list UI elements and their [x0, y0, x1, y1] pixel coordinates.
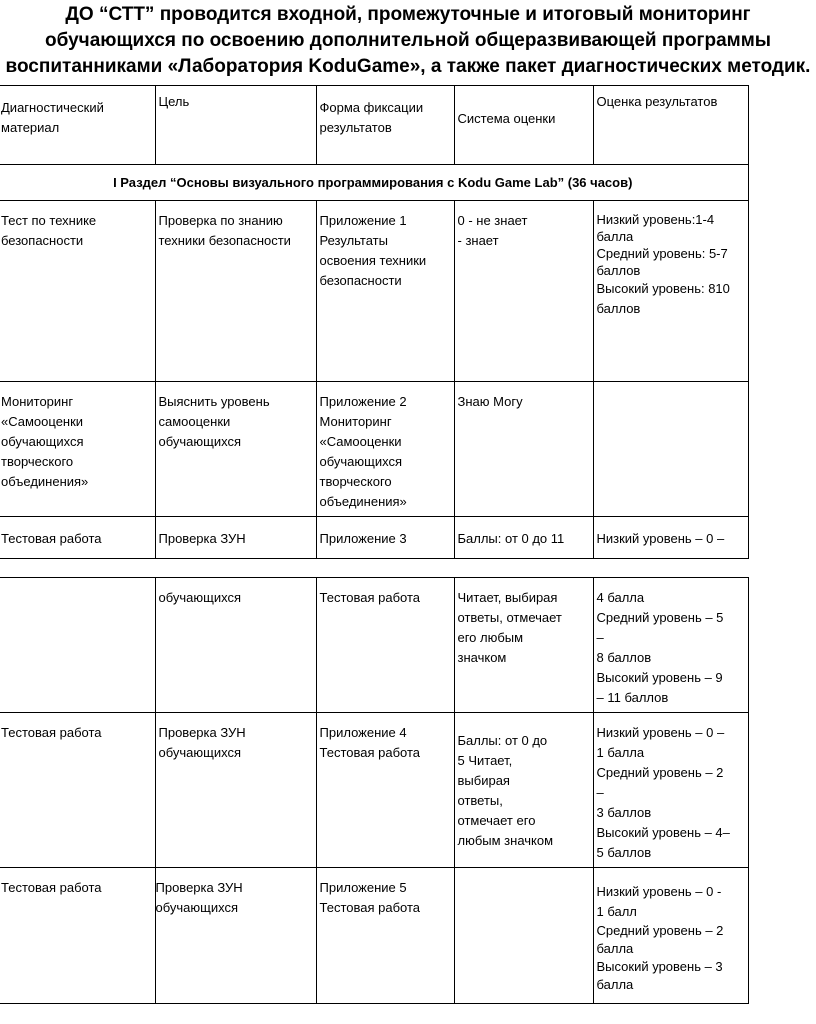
cell-material: Мониторинг «Самооценки обучающихся творческого объединения»	[0, 382, 155, 517]
cell-material: Тестовая работа	[0, 517, 155, 559]
cell-goal: Проверка ЗУН обучающихся	[155, 868, 316, 1004]
header-goal: Цель	[155, 86, 316, 165]
cell-form: Приложение 4 Тестовая работа	[316, 713, 454, 868]
cell-goal: Проверка по знанию техники безопасности	[155, 201, 316, 382]
cell-goal: Проверка ЗУН обучающихся	[155, 713, 316, 868]
cell-form: Приложение 5 Тестовая работа	[316, 868, 454, 1004]
cell-system: Читает, выбирая ответы, отмечает его любым значком	[454, 578, 593, 713]
cell-goal: обучающихся	[155, 578, 316, 713]
header-assessment: Оценка результатов	[593, 86, 748, 165]
table-row	[0, 517, 748, 559]
cell-assessment: Низкий уровень – 0 - 1 балл Средний уровень – 2 балла Высокий уровень – 3 балла	[593, 868, 748, 1004]
cell-goal: Выяснить уровень самооценки обучающихся	[155, 382, 316, 517]
header-material: Диагностический материал	[0, 86, 155, 165]
cell-form: Приложение 3	[316, 517, 454, 559]
cell-system: Баллы: от 0 до 5 Читает, выбирая ответы, отмечает его любым значком	[454, 713, 593, 868]
cell-material	[0, 578, 155, 713]
table-row	[0, 201, 748, 382]
header-row	[0, 86, 748, 165]
header-form: Форма фиксации результатов	[316, 86, 454, 165]
cell-assessment: Низкий уровень:1-4 балла Средний уровень: 5-7 баллов Высокий уровень: 810 баллов	[593, 201, 748, 382]
title-line: обучающихся по освоению дополнительной общеразвивающей программы	[45, 30, 771, 51]
cell-goal: Проверка ЗУН	[155, 517, 316, 559]
table-row	[0, 578, 748, 713]
title-line: воспитанниками «Лаборатория KoduGame», а также пакет диагностических методик.	[5, 56, 811, 77]
table-row	[0, 713, 748, 868]
section-title: I Раздел “Основы визуального программирования с Kodu Game Lab” (36 часов)	[0, 165, 748, 201]
cell-material: Тест по технике безопасности	[0, 201, 155, 382]
cell-assessment	[593, 382, 748, 517]
table-row	[0, 382, 748, 517]
header-system: Система оценки	[454, 86, 593, 165]
monitoring-table-part1	[0, 85, 749, 559]
document-title	[4, 2, 812, 80]
section-row	[0, 165, 748, 201]
title-line: ДО “СТТ” проводится входной, промежуточные и итоговый мониторинг	[65, 4, 751, 25]
cell-system: Баллы: от 0 до 11	[454, 517, 593, 559]
cell-material: Тестовая работа	[0, 713, 155, 868]
cell-form: Приложение 1 Результаты освоения техники безопасности	[316, 201, 454, 382]
cell-assessment: 4 балла Средний уровень – 5 – 8 баллов Высокий уровень – 9 – 11 баллов	[593, 578, 748, 713]
cell-material: Тестовая работа	[0, 868, 155, 1004]
cell-assessment: Низкий уровень – 0 –	[593, 517, 748, 559]
monitoring-table-part2	[0, 577, 749, 1004]
cell-system	[454, 868, 593, 1004]
cell-system: 0 - не знает - знает	[454, 201, 593, 382]
cell-assessment: Низкий уровень – 0 – 1 балла Средний уровень – 2 – 3 баллов Высокий уровень – 4– 5 баллов	[593, 713, 748, 868]
table-row	[0, 868, 748, 1004]
cell-form: Приложение 2 Мониторинг «Самооценки обучающихся творческого объединения»	[316, 382, 454, 517]
cell-form: Тестовая работа	[316, 578, 454, 713]
cell-system: Знаю Могу	[454, 382, 593, 517]
